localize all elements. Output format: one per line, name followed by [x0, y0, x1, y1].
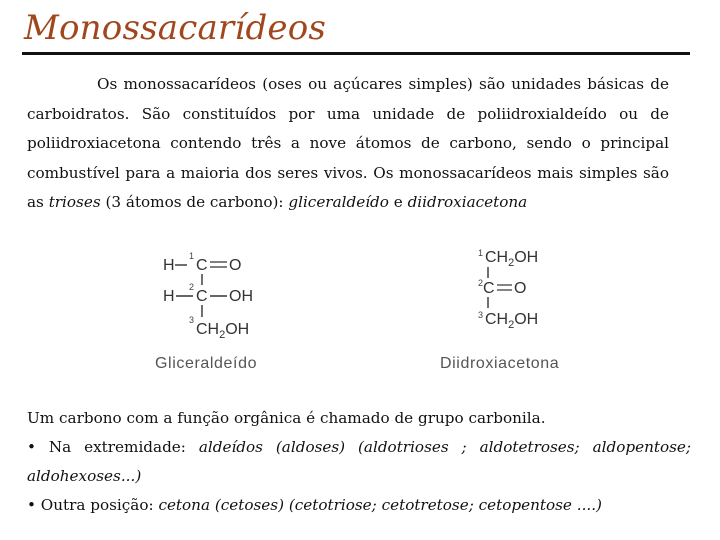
glic-c2: C [196, 288, 208, 305]
term-diidroxiacetona: diidroxiacetona [407, 193, 528, 211]
glic-c3-oh: OH [225, 321, 250, 338]
glic-h1: H [163, 257, 175, 274]
outra-posicao-text: cetona (cetoses) (cetotriose; cetotretose; cetopentose ....) [158, 496, 602, 514]
svg-text:CH2OH [485, 311, 538, 331]
glic-num-1: 1 [189, 251, 195, 261]
intro-conj: e [388, 193, 408, 211]
diid-num-3: 3 [478, 310, 484, 320]
diid-c2: C [483, 280, 495, 297]
diid-c3-sub: 2 [508, 319, 515, 331]
title-underline [22, 52, 690, 55]
svg-text:CH2OH [485, 249, 538, 269]
diidroxiacetona-structure [472, 240, 592, 344]
glic-c1: C [196, 257, 208, 274]
glic-oh2: OH [229, 288, 253, 305]
diid-c1-oh: OH [514, 249, 539, 266]
extremidade-prefix: • Na extremidade: [27, 438, 199, 456]
glic-num-2: 2 [189, 282, 195, 292]
diid-num-2: 2 [478, 278, 484, 288]
intro-text-1: Os monossacarídeos (oses ou açúcares simples) são unidades básicas de carboidratos. São constituídos por uma unidade de poliidroxialdeído ou de poliidroxiacetona contendo três a nove átomos de carbono, sendo o principal combustível para a maioria dos seres vivos. Os monossacarídeos mais simples são as [27, 75, 669, 211]
extremidade-text: aldeídos (aldoses) (aldotrioses ; aldotetroses; aldopentose; aldohexoses...) [27, 438, 691, 485]
intro-paragraph [27, 70, 669, 218]
diid-o2: O [514, 280, 527, 297]
diid-num-1: 1 [478, 248, 484, 258]
diid-c3-oh: OH [514, 311, 539, 328]
glic-h2: H [163, 288, 175, 305]
glic-num-3: 3 [189, 315, 195, 325]
extremidade-bullet [27, 433, 691, 491]
outra-posicao-prefix: • Outra posição: [27, 496, 159, 514]
page-title: Monossacarídeos [24, 8, 327, 48]
diidroxiacetona-caption: Diidroxiacetona [440, 355, 560, 372]
svg-text:CH2OH [196, 321, 249, 341]
glic-c3: CH [196, 321, 220, 338]
diid-c1-sub: 2 [508, 257, 515, 269]
gliceraldeido-caption: Gliceraldeído [155, 355, 258, 372]
diid-c1: CH [485, 249, 509, 266]
diid-c3: CH [485, 311, 509, 328]
outra-posicao-bullet [27, 491, 691, 520]
term-gliceraldeido: gliceraldeído [288, 193, 389, 211]
glic-o1: O [229, 257, 242, 274]
gliceraldeido-structure [155, 245, 275, 349]
intro-text-2: (3 átomos de carbono): [100, 193, 289, 211]
glic-c3-sub: 2 [219, 329, 226, 341]
bottom-text [27, 404, 691, 520]
term-trioses: trioses [48, 193, 101, 211]
carbonila-line: Um carbono com a função orgânica é chamado de grupo carbonila. [27, 409, 546, 427]
